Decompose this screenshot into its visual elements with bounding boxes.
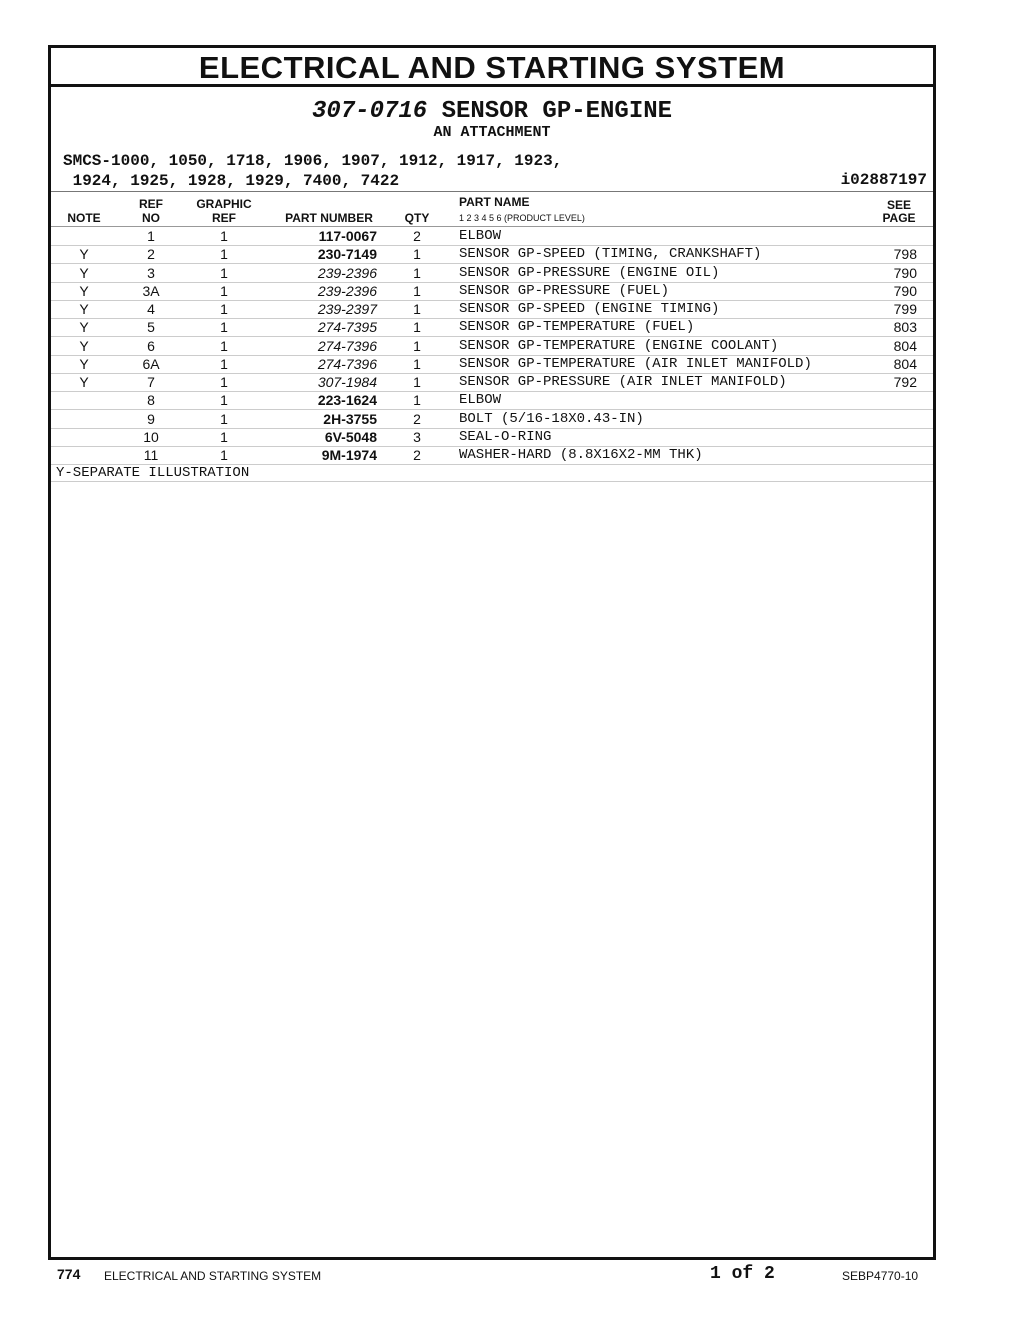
part-number-cell: 274-7396 bbox=[317, 337, 377, 354]
ref-cell: 1 bbox=[147, 228, 155, 244]
header-graphic-top: GRAPHIC bbox=[196, 197, 252, 211]
group-name: SENSOR GP-ENGINE bbox=[441, 98, 673, 125]
note-cell: Y bbox=[79, 301, 89, 317]
header-part-name: PART NAME bbox=[459, 195, 530, 209]
see-page-cell: 804 bbox=[893, 355, 917, 372]
part-number-cell: 9M-1974 bbox=[321, 447, 377, 463]
footer-page-number: 774 bbox=[57, 1266, 81, 1282]
qty-cell: 1 bbox=[413, 392, 421, 409]
part-number-cell: 239-2396 bbox=[317, 264, 377, 281]
qty-cell: 2 bbox=[413, 410, 421, 427]
header-part-number: PART NUMBER bbox=[285, 211, 373, 225]
see-page-cell: 792 bbox=[893, 374, 917, 390]
graphic-ref-cell: 1 bbox=[220, 264, 228, 281]
table-row bbox=[51, 391, 933, 410]
header-graphic-bottom: REF bbox=[212, 211, 236, 225]
qty-cell: 1 bbox=[413, 374, 421, 390]
see-page-cell: 804 bbox=[893, 337, 917, 354]
part-name-cell: SENSOR GP-PRESSURE (AIR INLET MANIFOLD) bbox=[459, 374, 787, 390]
note-cell: Y bbox=[79, 374, 89, 390]
part-name-cell: SENSOR GP-TEMPERATURE (AIR INLET MANIFOLD) bbox=[459, 355, 812, 372]
header-product-level: 1 2 3 4 5 6 (PRODUCT LEVEL) bbox=[459, 213, 585, 223]
footnote: Y-SEPARATE ILLUSTRATION bbox=[56, 465, 250, 481]
part-number-cell: 239-2396 bbox=[317, 282, 377, 299]
part-name-cell: SENSOR GP-SPEED (TIMING, CRANKSHAFT) bbox=[459, 246, 762, 263]
qty-cell: 3 bbox=[413, 428, 421, 445]
table-row bbox=[51, 264, 933, 283]
part-number-cell: 274-7395 bbox=[317, 319, 377, 336]
table-row bbox=[51, 282, 933, 301]
ref-cell: 10 bbox=[143, 428, 159, 445]
part-name-cell: SENSOR GP-SPEED (ENGINE TIMING) bbox=[459, 301, 720, 317]
note-cell: Y bbox=[79, 337, 89, 354]
graphic-ref-cell: 1 bbox=[220, 319, 228, 336]
table-row bbox=[51, 318, 933, 337]
ref-cell: 5 bbox=[147, 319, 155, 336]
header-note: NOTE bbox=[67, 211, 101, 225]
part-name-cell: SENSOR GP-PRESSURE (FUEL) bbox=[459, 282, 670, 299]
part-name-cell: BOLT (5/16-18X0.43-IN) bbox=[459, 410, 644, 427]
table-row bbox=[51, 410, 933, 429]
part-name-cell: ELBOW bbox=[459, 392, 502, 409]
part-name-cell: SENSOR GP-TEMPERATURE (FUEL) bbox=[459, 319, 695, 336]
part-name-cell: ELBOW bbox=[459, 228, 502, 244]
footer-section: ELECTRICAL AND STARTING SYSTEM bbox=[104, 1269, 322, 1283]
note-cell: Y bbox=[79, 264, 89, 281]
graphic-ref-cell: 1 bbox=[220, 447, 228, 463]
header-see-top: SEE bbox=[886, 198, 911, 212]
part-name-cell: SENSOR GP-TEMPERATURE (ENGINE COOLANT) bbox=[459, 337, 779, 354]
part-number-cell: 2H-3755 bbox=[323, 410, 377, 427]
graphic-ref-cell: 1 bbox=[220, 301, 228, 317]
graphic-ref-cell: 1 bbox=[220, 374, 228, 390]
section-title: ELECTRICAL AND STARTING SYSTEM bbox=[51, 48, 933, 87]
part-number-cell: 307-1984 bbox=[317, 374, 377, 390]
part-number-cell: 117-0067 bbox=[318, 228, 377, 244]
table-row bbox=[51, 227, 933, 246]
header-ref-top: REF bbox=[139, 197, 163, 211]
graphic-ref-cell: 1 bbox=[220, 428, 228, 445]
see-page-cell: 803 bbox=[893, 319, 917, 336]
graphic-ref-cell: 1 bbox=[220, 392, 228, 409]
graphic-ref-cell: 1 bbox=[220, 282, 228, 299]
qty-cell: 1 bbox=[413, 246, 421, 263]
header-qty: QTY bbox=[404, 211, 430, 225]
qty-cell: 2 bbox=[413, 447, 421, 463]
see-page-cell: 799 bbox=[893, 301, 917, 317]
part-number-cell: 274-7396 bbox=[317, 355, 377, 372]
ref-cell: 6A bbox=[142, 355, 160, 372]
note-cell: Y bbox=[79, 282, 89, 299]
smcs-codes bbox=[63, 151, 562, 191]
ref-cell: 3A bbox=[142, 282, 160, 299]
table-row bbox=[51, 373, 933, 392]
note-cell: Y bbox=[79, 319, 89, 336]
page-frame bbox=[48, 45, 936, 1260]
footer-document-id: SEBP4770-10 bbox=[842, 1269, 919, 1283]
ref-cell: 2 bbox=[147, 246, 155, 263]
table-row bbox=[51, 300, 933, 319]
qty-cell: 2 bbox=[413, 228, 421, 244]
qty-cell: 1 bbox=[413, 355, 421, 372]
footnote-rule bbox=[51, 481, 933, 482]
qty-cell: 1 bbox=[413, 282, 421, 299]
ref-cell: 11 bbox=[143, 447, 159, 463]
group-heading bbox=[51, 98, 933, 125]
qty-cell: 1 bbox=[413, 337, 421, 354]
qty-cell: 1 bbox=[413, 319, 421, 336]
part-number-cell: 230-7149 bbox=[317, 246, 377, 263]
note-cell: Y bbox=[79, 355, 89, 372]
part-number-cell: 6V-5048 bbox=[324, 428, 377, 445]
table-row bbox=[51, 355, 933, 374]
ref-cell: 9 bbox=[147, 410, 155, 427]
part-name-cell: SENSOR GP-PRESSURE (ENGINE OIL) bbox=[459, 264, 720, 281]
ref-cell: 8 bbox=[147, 392, 155, 409]
part-number-cell: 223-1624 bbox=[317, 392, 377, 409]
header-ref-bottom: NO bbox=[142, 211, 160, 225]
table-row bbox=[51, 337, 933, 356]
see-page-cell: 790 bbox=[893, 264, 917, 281]
footer-page-of: 1 of 2 bbox=[710, 1264, 775, 1284]
graphic-ref-cell: 1 bbox=[220, 228, 228, 244]
smcs-line-2: 1924, 1925, 1928, 1929, 7400, 7422 bbox=[63, 172, 400, 190]
see-page-cell: 790 bbox=[893, 282, 917, 299]
subtitle: AN ATTACHMENT bbox=[433, 124, 551, 141]
graphic-ref-cell: 1 bbox=[220, 355, 228, 372]
see-page-cell: 798 bbox=[893, 246, 917, 263]
graphic-ref-cell: 1 bbox=[220, 410, 228, 427]
part-name-cell: WASHER-HARD (8.8X16X2-MM THK) bbox=[459, 447, 703, 463]
table-row bbox=[51, 428, 933, 447]
graphic-ref-cell: 1 bbox=[220, 337, 228, 354]
ref-cell: 7 bbox=[147, 374, 155, 390]
table-row bbox=[51, 446, 933, 465]
part-number-cell: 239-2397 bbox=[317, 301, 377, 317]
header-top-rule bbox=[51, 191, 933, 192]
qty-cell: 1 bbox=[413, 264, 421, 281]
group-number: 307-0716 bbox=[311, 98, 428, 125]
graphic-ref-cell: 1 bbox=[220, 246, 228, 263]
ref-cell: 4 bbox=[147, 301, 155, 317]
part-name-cell: SEAL-O-RING bbox=[459, 428, 552, 445]
table-row bbox=[51, 245, 933, 264]
illustration-id: i02887197 bbox=[840, 171, 927, 189]
ref-cell: 6 bbox=[147, 337, 155, 354]
smcs-line-1: SMCS-1000, 1050, 1718, 1906, 1907, 1912, 1917, 1923, bbox=[63, 152, 563, 170]
header-see-bottom: PAGE bbox=[882, 211, 916, 225]
note-cell: Y bbox=[79, 246, 89, 263]
ref-cell: 3 bbox=[147, 264, 155, 281]
qty-cell: 1 bbox=[413, 301, 421, 317]
